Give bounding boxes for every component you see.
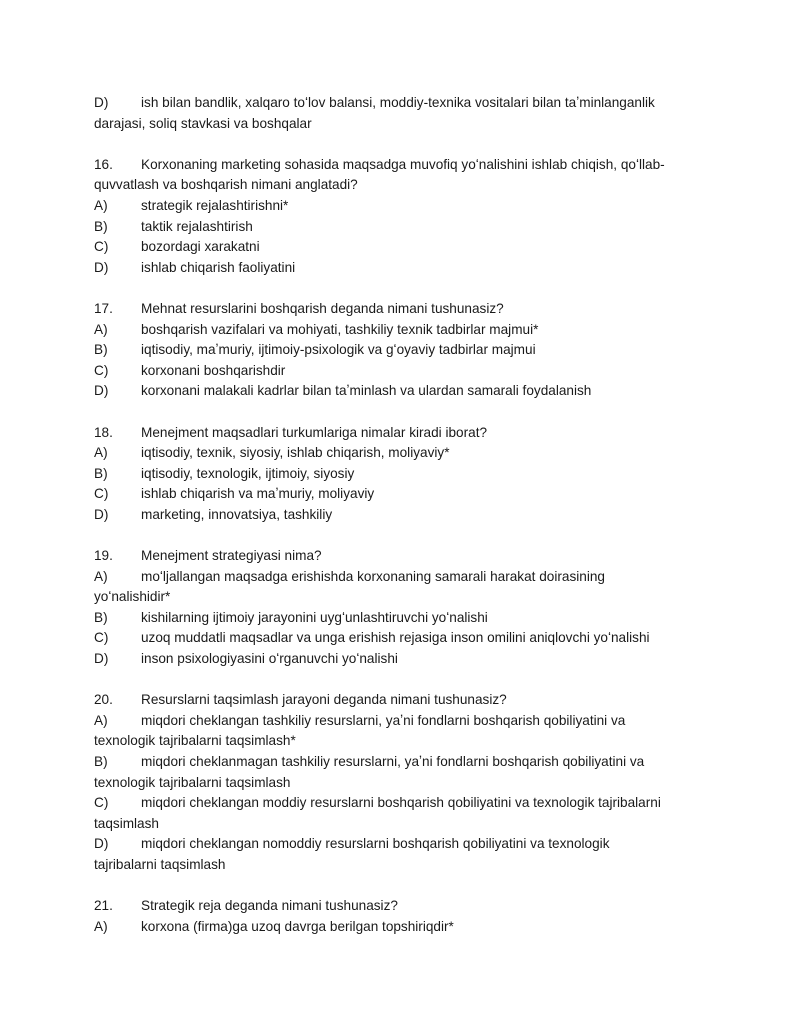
q20-option-c: C) miqdori cheklangan moddiy resurslarni boshqarish qobiliyatini va texnologik tajribalarni [94,795,661,811]
q18-option-b: B) iqtisodiy, texnologik, ijtimoiy, siyosiy [94,465,355,481]
q18-option-d: D) marketing, innovatsiya, tashkiliy [94,506,333,522]
q20-option-a-continued: texnologik tajribalarni taqsimlash* [94,733,296,749]
q20-option-d-continued: tajribalarni taqsimlash [94,856,226,872]
question-19: 19. Menejment strategiyasi nima? [94,548,322,564]
q17-option-d: D) korxonani malakali kadrlar bilan taʼminlash va ulardan samarali foydalanish [94,383,592,399]
question-20: 20. Resurslarni taqsimlash jarayoni deganda nimani tushunasiz? [94,692,507,708]
q21-option-a: A) korxona (firma)ga uzoq davrga berilgan topshiriqdir* [94,918,454,934]
q19-option-a: A) moʻljallangan maqsadga erishishda korxonaning samarali harakat doirasining [94,568,605,584]
question-16: 16. Korxonaning marketing sohasida maqsadga muvofiq yoʻnalishini ishlab chiqish, qoʻllab- [94,156,665,172]
q20-option-c-continued: taqsimlash [94,815,159,831]
q20-option-b: B) miqdori cheklanmagan tashkiliy resurslarni, yaʼni fondlarni boshqarish qobiliyatini va [94,754,645,769]
q19-option-c: C) uzoq muddatli maqsadlar va unga erishish rejasiga inson omilini aniqlovchi yoʻnalishi [94,630,650,646]
q16-option-d: D) ishlab chiqarish faoliyatini [94,259,296,275]
q20-option-b-continued: texnologik tajribalarni taqsimlash [94,774,291,790]
q17-option-b: B) iqtisodiy, maʼmuriy, ijtimoiy-psixologik va gʻoyaviy tadbirlar majmui [94,342,536,358]
question-21: 21. Strategik reja deganda nimani tushunasiz? [94,898,398,914]
question-16-continued: quvvatlash va boshqarish nimani anglatadi? [94,177,358,193]
option-d-prev: D) ish bilan bandlik, xalqaro toʻlov balansi, moddiy-texnika vositalari bilan taʼminlanganlik [94,95,655,110]
q19-option-a-continued: yoʻnalishidir* [94,589,171,605]
q16-option-c: C) bozordagi xarakatni [94,239,260,255]
q20-option-a: A) miqdori cheklangan tashkiliy resurslarni, yaʼni fondlarni boshqarish qobiliyatini va [94,712,626,728]
q16-option-a: A) strategik rejalashtirishni* [94,197,289,213]
q17-option-a: A) boshqarish vazifalari va mohiyati, tashkiliy texnik tadbirlar majmui* [94,321,539,337]
q19-option-b: B) kishilarning ijtimoiy jarayonini uygʻunlashtiruvchi yoʻnalishi [94,609,488,625]
q16-option-b: B) taktik rejalashtirish [94,218,253,234]
option-d-prev-continued: darajasi, soliq stavkasi va boshqalar [94,115,312,131]
q17-option-c: C) korxonani boshqarishdir [94,362,286,378]
question-18: 18. Menejment maqsadlari turkumlariga nimalar kiradi iborat? [94,424,488,440]
document-body [94,93,704,937]
question-17: 17. Mehnat resurslarini boshqarish deganda nimani tushunasiz? [94,300,504,316]
q20-option-d: D) miqdori cheklangan nomoddiy resurslarni boshqarish qobiliyatini va texnologik [94,836,610,852]
q19-option-d: D) inson psixologiyasini oʻrganuvchi yoʻnalishi [94,651,398,667]
q18-option-c: C) ishlab chiqarish va maʼmuriy, moliyaviy [94,486,375,502]
q18-option-a: A) iqtisodiy, texnik, siyosiy, ishlab chiqarish, moliyaviy* [94,445,450,461]
